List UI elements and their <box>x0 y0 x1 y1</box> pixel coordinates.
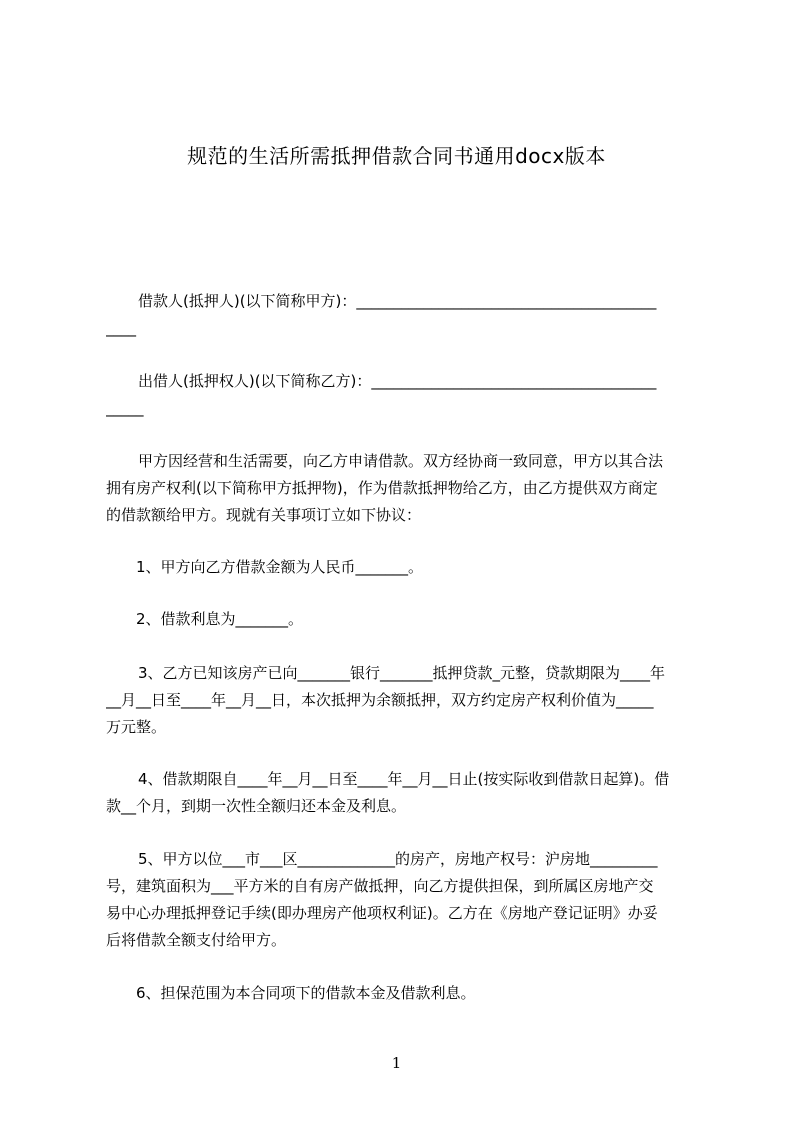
paragraph-line: ____ <box>106 319 136 337</box>
paragraph-line: 5、甲方以位___市___区_____________的房产，房地产权号：沪房地_________ <box>138 850 658 868</box>
paragraph-line: 后将借款全额支付给甲方。 <box>106 931 287 949</box>
paragraph-line: 的借款额给甲方。现就有关事项订立如下协议： <box>106 506 422 524</box>
paragraph-borrower <box>106 288 706 342</box>
paragraph-line: 甲方因经营和生活需要，向乙方申请借款。双方经协商一致同意，甲方以其合法 <box>138 452 664 470</box>
clause-4 <box>106 766 706 820</box>
paragraph-line: 2、借款利息为_______。 <box>136 610 304 628</box>
paragraph-line: 出借人(抵押权人)(以下简称乙方)：______________________________________ <box>138 372 657 390</box>
paragraph-line: 拥有房产权利(以下简称甲方抵押物)，作为借款抵押物给乙方，由乙方提供双方商定 <box>106 479 658 497</box>
paragraph-line: 1、甲方向乙方借款金额为人民币_______。 <box>136 558 424 576</box>
clause-1 <box>106 554 706 581</box>
paragraph-line: 号，建筑面积为___平方米的自有房产做抵押，向乙方提供担保，到所属区房地产交 <box>106 877 654 895</box>
paragraph-lender <box>106 368 706 422</box>
paragraph-line: 款__个月，到期一次性全额归还本金及利息。 <box>106 797 407 815</box>
document-title: 规范的生活所需抵押借款合同书通用docx版本 <box>187 144 606 168</box>
paragraph-line: 4、借款期限自____年__月__日至____年__月__日止(按实际收到借款日起算)。借 <box>138 770 670 788</box>
clause-3 <box>106 660 706 741</box>
page-number: 1 <box>391 1054 402 1072</box>
paragraph-line: 万元整。 <box>106 718 167 736</box>
clause-5 <box>106 846 706 954</box>
paragraph-line: 易中心办理抵押登记手续(即办理房产他项权利证)。乙方在《房地产登记证明》办妥 <box>106 904 658 922</box>
paragraph-line: 3、乙方已知该房产已向_______银行_______抵押贷款_元整，贷款期限为____年 <box>138 664 666 682</box>
clause-2 <box>106 606 706 633</box>
paragraph-line: 借款人(抵押人)(以下简称甲方)：________________________________________ <box>138 292 657 310</box>
paragraph-preamble <box>106 448 706 529</box>
paragraph-line: 6、担保范围为本合同项下的借款本金及借款利息。 <box>136 984 476 1002</box>
clause-6 <box>106 980 706 1007</box>
paragraph-line: _____ <box>106 399 144 417</box>
paragraph-line: __月__日至____年__月__日，本次抵押为余额抵押，双方约定房产权利价值为_____ <box>106 691 654 709</box>
